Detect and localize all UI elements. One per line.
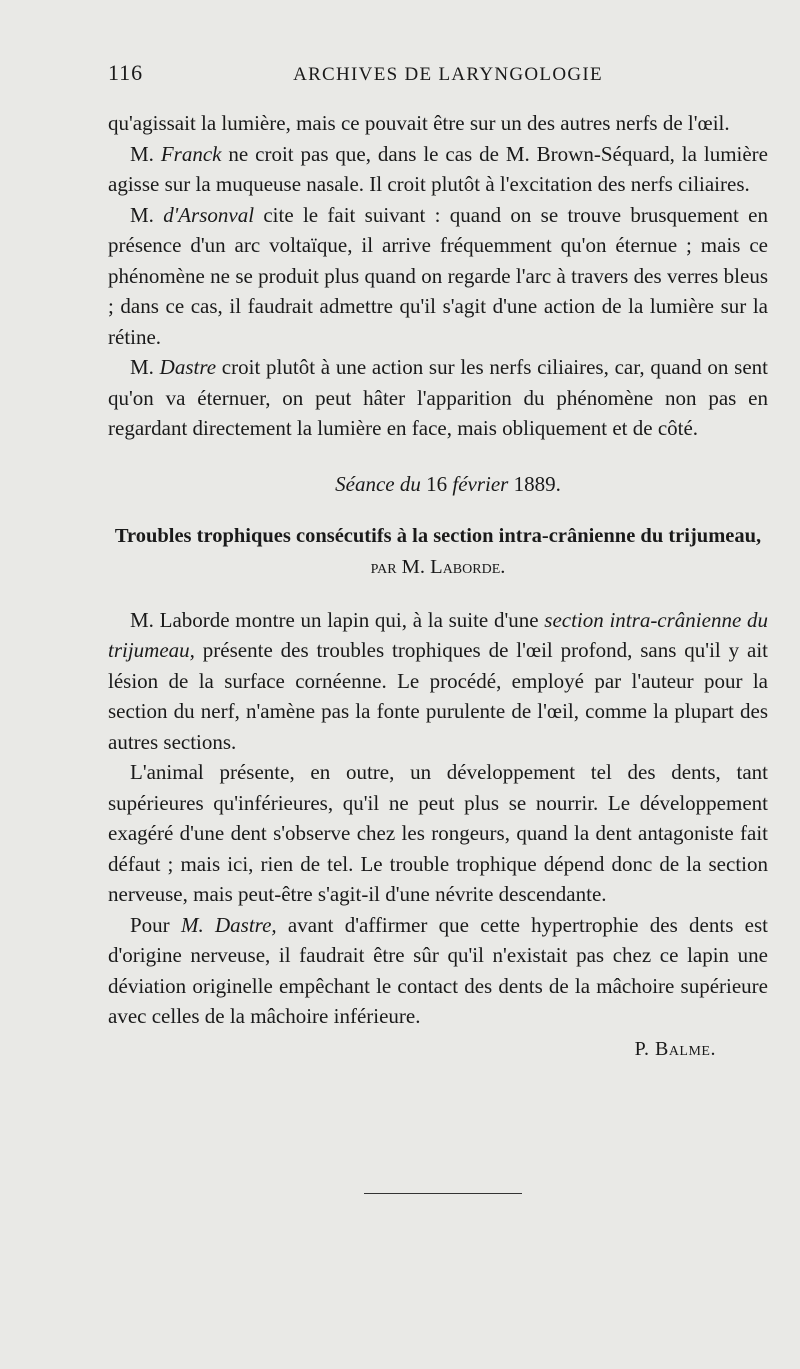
body-paragraph-1: [108, 605, 768, 758]
section-by: par M.: [370, 555, 431, 578]
session-day: 16: [420, 471, 453, 496]
signature-initial: P.: [634, 1037, 655, 1060]
paragraph-continuation: qu'agissait la lumière, mais ce pouvait être sur un des autres nerfs de l'œil.: [108, 111, 730, 135]
session-month: février: [452, 471, 509, 496]
paragraph-dastre: [108, 352, 768, 444]
paragraph-text: croit plutôt à une action sur les nerfs ciliaires, car, quand on sent qu'on va éternuer, on peut hâter l'apparition du phénomène non pas en regardant directement la lumière en face, mais obliquement et de côté.: [108, 355, 768, 440]
paragraph-text: avant d'affirmer que cette hypertrophie des dents est d'origine nerveuse, il faudrait être sûr qu'il n'existait pas chez ce lapin une déviation originelle empêchant le contact des dents de la mâchoire supérieure avec celles de la mâchoire inférieure.: [108, 912, 768, 1028]
speaker-name: Dastre: [159, 355, 217, 379]
speaker-prefix: M.: [130, 141, 161, 166]
signature: [108, 1038, 768, 1061]
paragraph-franck: [108, 139, 768, 200]
paragraph-text: Pour: [130, 912, 181, 937]
paragraph-italic: M. Dastre,: [180, 912, 277, 937]
paragraph-arsonval: [108, 200, 768, 353]
speaker-prefix: M.: [130, 202, 164, 227]
section-title-text: Troubles trophiques consécutifs à la section intra-crânienne du trijumeau,: [114, 524, 762, 547]
section-end: .: [500, 555, 506, 578]
page-header: [108, 60, 768, 94]
text-column: [108, 60, 768, 1061]
session-year: 1889.: [508, 471, 561, 496]
paragraph-text: ne croit pas que, dans le cas de M. Brown-Séquard, la lumière agisse sur la muqueuse nasale. Il croit plutôt à l'excitation des nerfs ciliaires.: [108, 141, 768, 196]
speaker-name: d'Arsonval: [163, 202, 255, 227]
paragraph-text: M. Laborde montre un lapin qui, à la suite d'une: [130, 607, 545, 632]
paragraph-text: présente des troubles trophiques de l'œil profond, sans qu'il y ait lésion de la surface cornéenne. Le procédé, employé par l'auteur pour la section du nerf, n'amène pas la fonte purulente de l'œil, comme la plupart des autres sections.: [108, 638, 768, 754]
session-heading: [128, 472, 768, 497]
speaker-prefix: M.: [130, 355, 160, 379]
paragraph-italic: section intra-crânienne du trijumeau,: [108, 607, 768, 662]
section-divider: [364, 1193, 522, 1194]
section-author: Laborde: [430, 555, 501, 578]
section-title: [108, 521, 768, 583]
speaker-name: Franck: [160, 141, 222, 166]
page-number: 116: [108, 60, 144, 85]
body-paragraph-2: L'animal présente, en outre, un développement tel des dents, tant supérieures qu'inférieures, qu'il ne peut plus se nourrir. Le développement exagéré d'une dent s'observe chez les rongeurs, quand la dent antagoniste fait défaut ; mais ici, rien de tel. Le trouble trophique dépend donc de la section nerveuse, mais peut-être s'agit-il d'une névrite descendante.: [108, 760, 768, 906]
session-prefix: Séance du: [335, 471, 421, 496]
paragraph-text: cite le fait suivant : quand on se trouve brusquement en présence d'un arc voltaïque, il arrive fréquemment qu'on éternue ; mais ce phénomène ne se produit plus quand on regarde l'arc à travers des verres bleus ; dans ce cas, il faudrait admettre qu'il s'agit d'une action de la lumière sur la rétine.: [108, 202, 768, 349]
running-title: ARCHIVES DE LARYNGOLOGIE: [293, 64, 603, 85]
signature-name: Balme.: [654, 1037, 716, 1060]
body-paragraph-3: [108, 910, 768, 1032]
